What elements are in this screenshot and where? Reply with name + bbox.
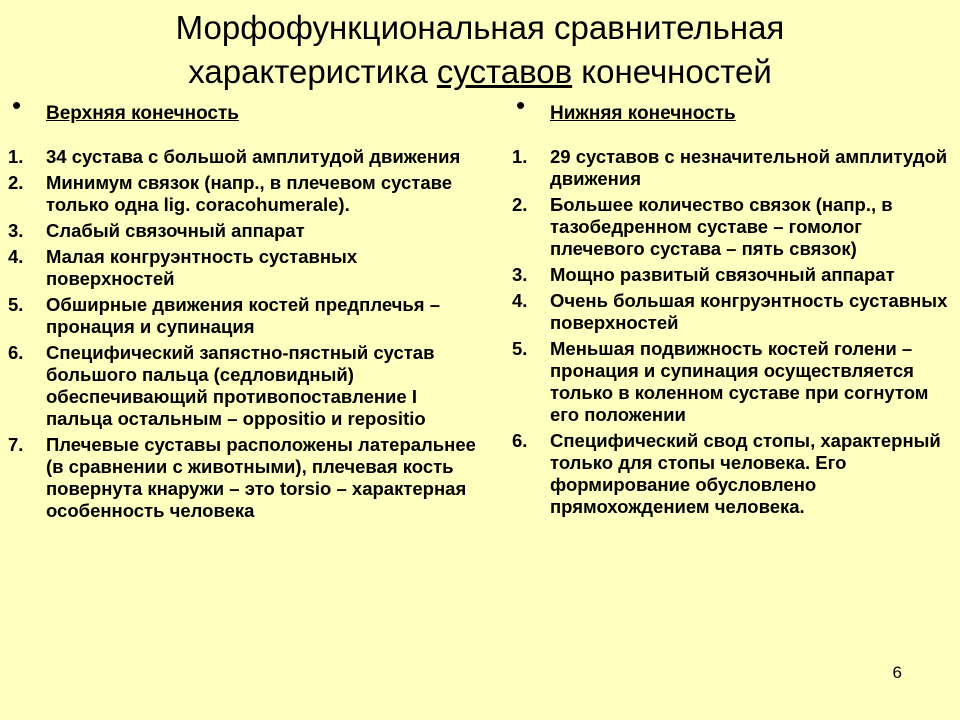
item-number: 5.	[512, 338, 528, 359]
item-number: 1.	[512, 146, 528, 167]
bullet-icon: •	[12, 90, 22, 120]
bullet-icon: •	[516, 90, 526, 120]
item-text: Малая конгруэнтность суставных поверхностей	[46, 246, 358, 289]
item-number: 3.	[8, 220, 24, 241]
title-line-2	[0, 50, 960, 94]
item-text: Большее количество связок (напр., в тазобедренном суставе – гомолог плечевого сустава – пять связок)	[550, 194, 893, 259]
page-number: 6	[892, 663, 902, 682]
item-number: 4.	[512, 290, 528, 311]
item-number: 5.	[8, 294, 24, 315]
item-number: 1.	[8, 146, 24, 167]
title-line-2-post: конечностей	[572, 53, 772, 90]
lower-limb-column	[512, 92, 952, 522]
item-number: 4.	[8, 246, 24, 267]
title-line-1: Морфофункциональная сравнительная	[175, 9, 785, 46]
list-item	[8, 342, 478, 430]
lower-limb-list	[512, 146, 952, 518]
upper-limb-list	[8, 146, 478, 522]
item-text: Мощно развитый связочный аппарат	[550, 264, 895, 285]
list-item	[512, 264, 952, 286]
item-text: Слабый связочный аппарат	[46, 220, 305, 241]
item-number: 6.	[8, 342, 24, 363]
item-text: Плечевые суставы расположены латеральнее (в сравнении с животными), плечевая кость повернута кнаружи – это torsio – характерная особенность человека	[46, 434, 476, 521]
item-text: Специфический запястно-пястный сустав большого пальца (седловидный) обеспечивающий противопоставление I пальца остальным – oppositio и repositio	[46, 342, 435, 429]
slide-title	[0, 6, 960, 94]
item-number: 2.	[512, 194, 528, 215]
item-number: 7.	[8, 434, 24, 455]
list-item	[8, 172, 478, 216]
list-item	[8, 220, 478, 242]
list-item	[512, 338, 952, 426]
item-number: 2.	[8, 172, 24, 193]
list-item	[8, 434, 478, 522]
item-text: Обширные движения костей предплечья – пронация и супинация	[46, 294, 441, 337]
list-item	[512, 430, 952, 518]
list-item	[512, 146, 952, 190]
title-underlined-word: суставов	[436, 53, 573, 90]
item-text: Минимум связок (напр., в плечевом суставе только одна lig. coracohumerale).	[46, 172, 453, 215]
item-number: 6.	[512, 430, 528, 451]
item-text: 29 суставов с незначительной амплитудой движения	[550, 146, 948, 189]
lower-limb-heading	[512, 92, 952, 132]
item-text: Специфический свод стопы, характерный только для стопы человека. Его формирование обусловлено прямохождением человека.	[550, 430, 941, 517]
title-line-2-pre: характеристика	[188, 53, 437, 90]
upper-limb-heading-text: Верхняя конечность	[46, 103, 239, 124]
list-item	[512, 290, 952, 334]
item-text: 34 сустава с большой амплитудой движения	[46, 146, 461, 167]
lower-limb-heading-text: Нижняя конечность	[550, 103, 736, 124]
list-item	[8, 146, 478, 168]
item-text: Очень большая конгруэнтность суставных поверхностей	[550, 290, 948, 333]
list-item	[8, 246, 478, 290]
upper-limb-heading	[8, 92, 478, 132]
item-number: 3.	[512, 264, 528, 285]
list-item	[8, 294, 478, 338]
list-item	[512, 194, 952, 260]
item-text: Меньшая подвижность костей голени – пронация и супинация осуществляется только в коленном суставе при согнутом его положении	[550, 338, 929, 425]
upper-limb-column	[8, 92, 478, 526]
